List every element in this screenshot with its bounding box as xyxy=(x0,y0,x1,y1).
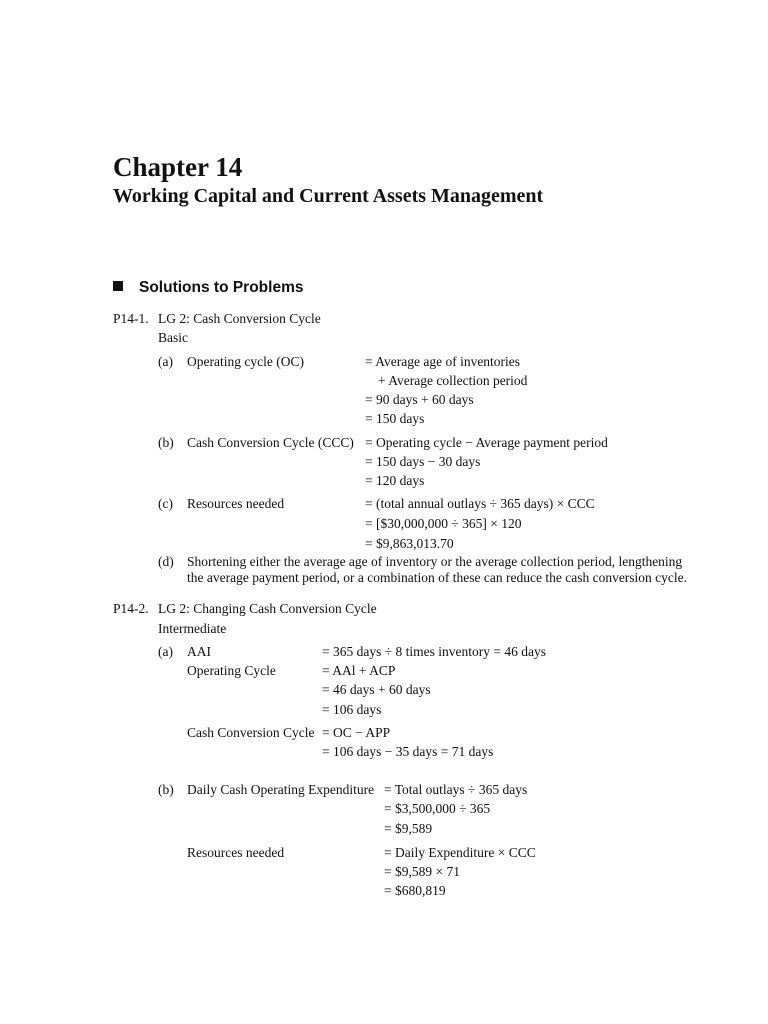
term-name: Daily Cash Operating Expenditure xyxy=(187,782,375,797)
section-heading xyxy=(113,279,303,297)
equation-line: = $9,589 xyxy=(384,821,433,836)
part-label: (b) xyxy=(158,435,174,450)
part-label: (b) xyxy=(158,782,174,797)
equation-line: = OC − APP xyxy=(322,725,391,740)
equation-line: + Average collection period xyxy=(378,373,528,388)
difficulty-level: Intermediate xyxy=(158,621,227,636)
term-name: Cash Conversion Cycle (CCC) xyxy=(187,435,354,450)
chapter-title: Chapter 14 xyxy=(113,152,243,182)
square-bullet-icon xyxy=(113,281,123,291)
part-label: (c) xyxy=(158,496,173,511)
paragraph-line: the average payment period, or a combination of these can reduce the cash conversion cycle. xyxy=(187,570,688,585)
equation-line: = [$30,000,000 ÷ 365] × 120 xyxy=(365,516,522,531)
section-heading-label: Solutions to Problems xyxy=(139,279,304,296)
problem-number: P14-2. xyxy=(113,601,149,616)
problem-title: LG 2: Changing Cash Conversion Cycle xyxy=(158,601,377,616)
equation-line: = AAl + ACP xyxy=(322,663,396,678)
equation-line: = 90 days + 60 days xyxy=(365,392,474,407)
equation-line: = 150 days − 30 days xyxy=(365,454,481,469)
term-name: Operating Cycle xyxy=(187,663,276,678)
equation-line: = 150 days xyxy=(365,411,425,426)
part-label: (a) xyxy=(158,644,173,659)
term-name: Cash Conversion Cycle xyxy=(187,725,315,740)
term-name: AAI xyxy=(187,644,211,659)
equation-line: = Daily Expenditure × CCC xyxy=(384,845,536,860)
equation-line: = $9,863,013.70 xyxy=(365,536,454,551)
equation-line: = 120 days xyxy=(365,473,425,488)
difficulty-level: Basic xyxy=(158,330,188,345)
chapter-subtitle: Working Capital and Current Assets Management xyxy=(113,185,544,207)
equation-line: = Total outlays ÷ 365 days xyxy=(384,782,528,797)
problem-number: P14-1. xyxy=(113,311,149,326)
equation-line: = $3,500,000 ÷ 365 xyxy=(384,801,491,816)
term-name: Operating cycle (OC) xyxy=(187,354,304,369)
term-name: Resources needed xyxy=(187,845,285,860)
paragraph-line: Shortening either the average age of inventory or the average collection period, lengthening xyxy=(187,554,683,569)
equation-line: = $680,819 xyxy=(384,883,446,898)
equation-line: = 46 days + 60 days xyxy=(322,682,431,697)
equation-line: = $9,589 × 71 xyxy=(384,864,460,879)
equation-line: = Operating cycle − Average payment period xyxy=(365,435,608,450)
term-name: Resources needed xyxy=(187,496,285,511)
equation-line: = (total annual outlays ÷ 365 days) × CCC xyxy=(365,496,595,511)
equation-line: = 365 days ÷ 8 times inventory = 46 days xyxy=(322,644,546,659)
equation-line: = 106 days − 35 days = 71 days xyxy=(322,744,494,759)
equation-line: = Average age of inventories xyxy=(365,354,521,369)
problem-title: LG 2: Cash Conversion Cycle xyxy=(158,311,321,326)
part-label: (a) xyxy=(158,354,173,369)
equation-line: = 106 days xyxy=(322,702,382,717)
part-label: (d) xyxy=(158,554,174,569)
